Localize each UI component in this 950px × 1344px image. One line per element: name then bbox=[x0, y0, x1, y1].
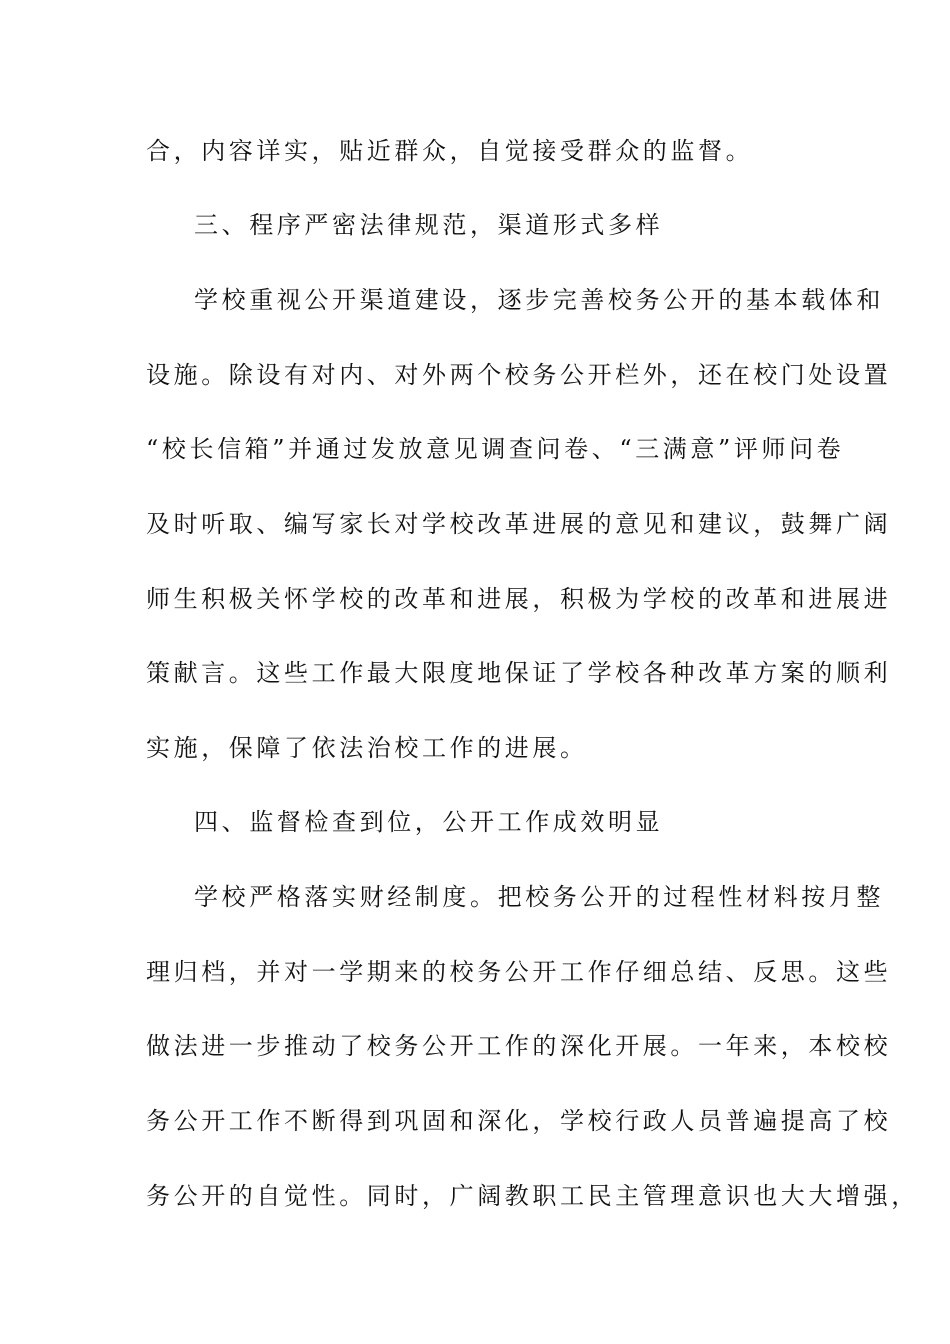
text-line: 设施。除设有对内、对外两个校务公开栏外，还在校门处设置 bbox=[146, 361, 892, 389]
text-line: 务公开的自觉性。同时，广阔教职工民主管理意识也大大增强， bbox=[146, 1182, 919, 1210]
section-heading-4: 四、监督检查到位，公开工作成效明显 bbox=[194, 808, 664, 836]
text-line: 理归档，并对一学期来的校务公开工作仔细总结、反思。这些 bbox=[146, 958, 892, 986]
text-line: 实施，保障了依法治校工作的进展。 bbox=[146, 734, 588, 762]
text-line: 及时听取、编写家长对学校改革进展的意见和建议，鼓舞广阔 bbox=[146, 510, 892, 538]
text-line: 做法进一步推动了校务公开工作的深化开展。一年来，本校校 bbox=[146, 1032, 892, 1060]
section-heading-3: 三、程序严密法律规范，渠道形式多样 bbox=[194, 211, 664, 239]
text-line: 学校重视公开渠道建设，逐步完善校务公开的基本载体和 bbox=[194, 286, 884, 314]
text-line: 师生积极关怀学校的改革和进展，积极为学校的改革和进展进 bbox=[146, 585, 892, 613]
text-line: 务公开工作不断得到巩固和深化，学校行政人员普遍提高了校 bbox=[146, 1107, 892, 1135]
text-line: 策献言。这些工作最大限度地保证了学校各种改革方案的顺利 bbox=[146, 659, 892, 687]
text-line: “校长信箱”并通过发放意见调查问卷、“三满意”评师问卷 bbox=[146, 435, 845, 463]
text-line: 合，内容详实，贴近群众，自觉接受群众的监督。 bbox=[146, 137, 754, 165]
text-line: 学校严格落实财经制度。把校务公开的过程性材料按月整 bbox=[194, 883, 884, 911]
